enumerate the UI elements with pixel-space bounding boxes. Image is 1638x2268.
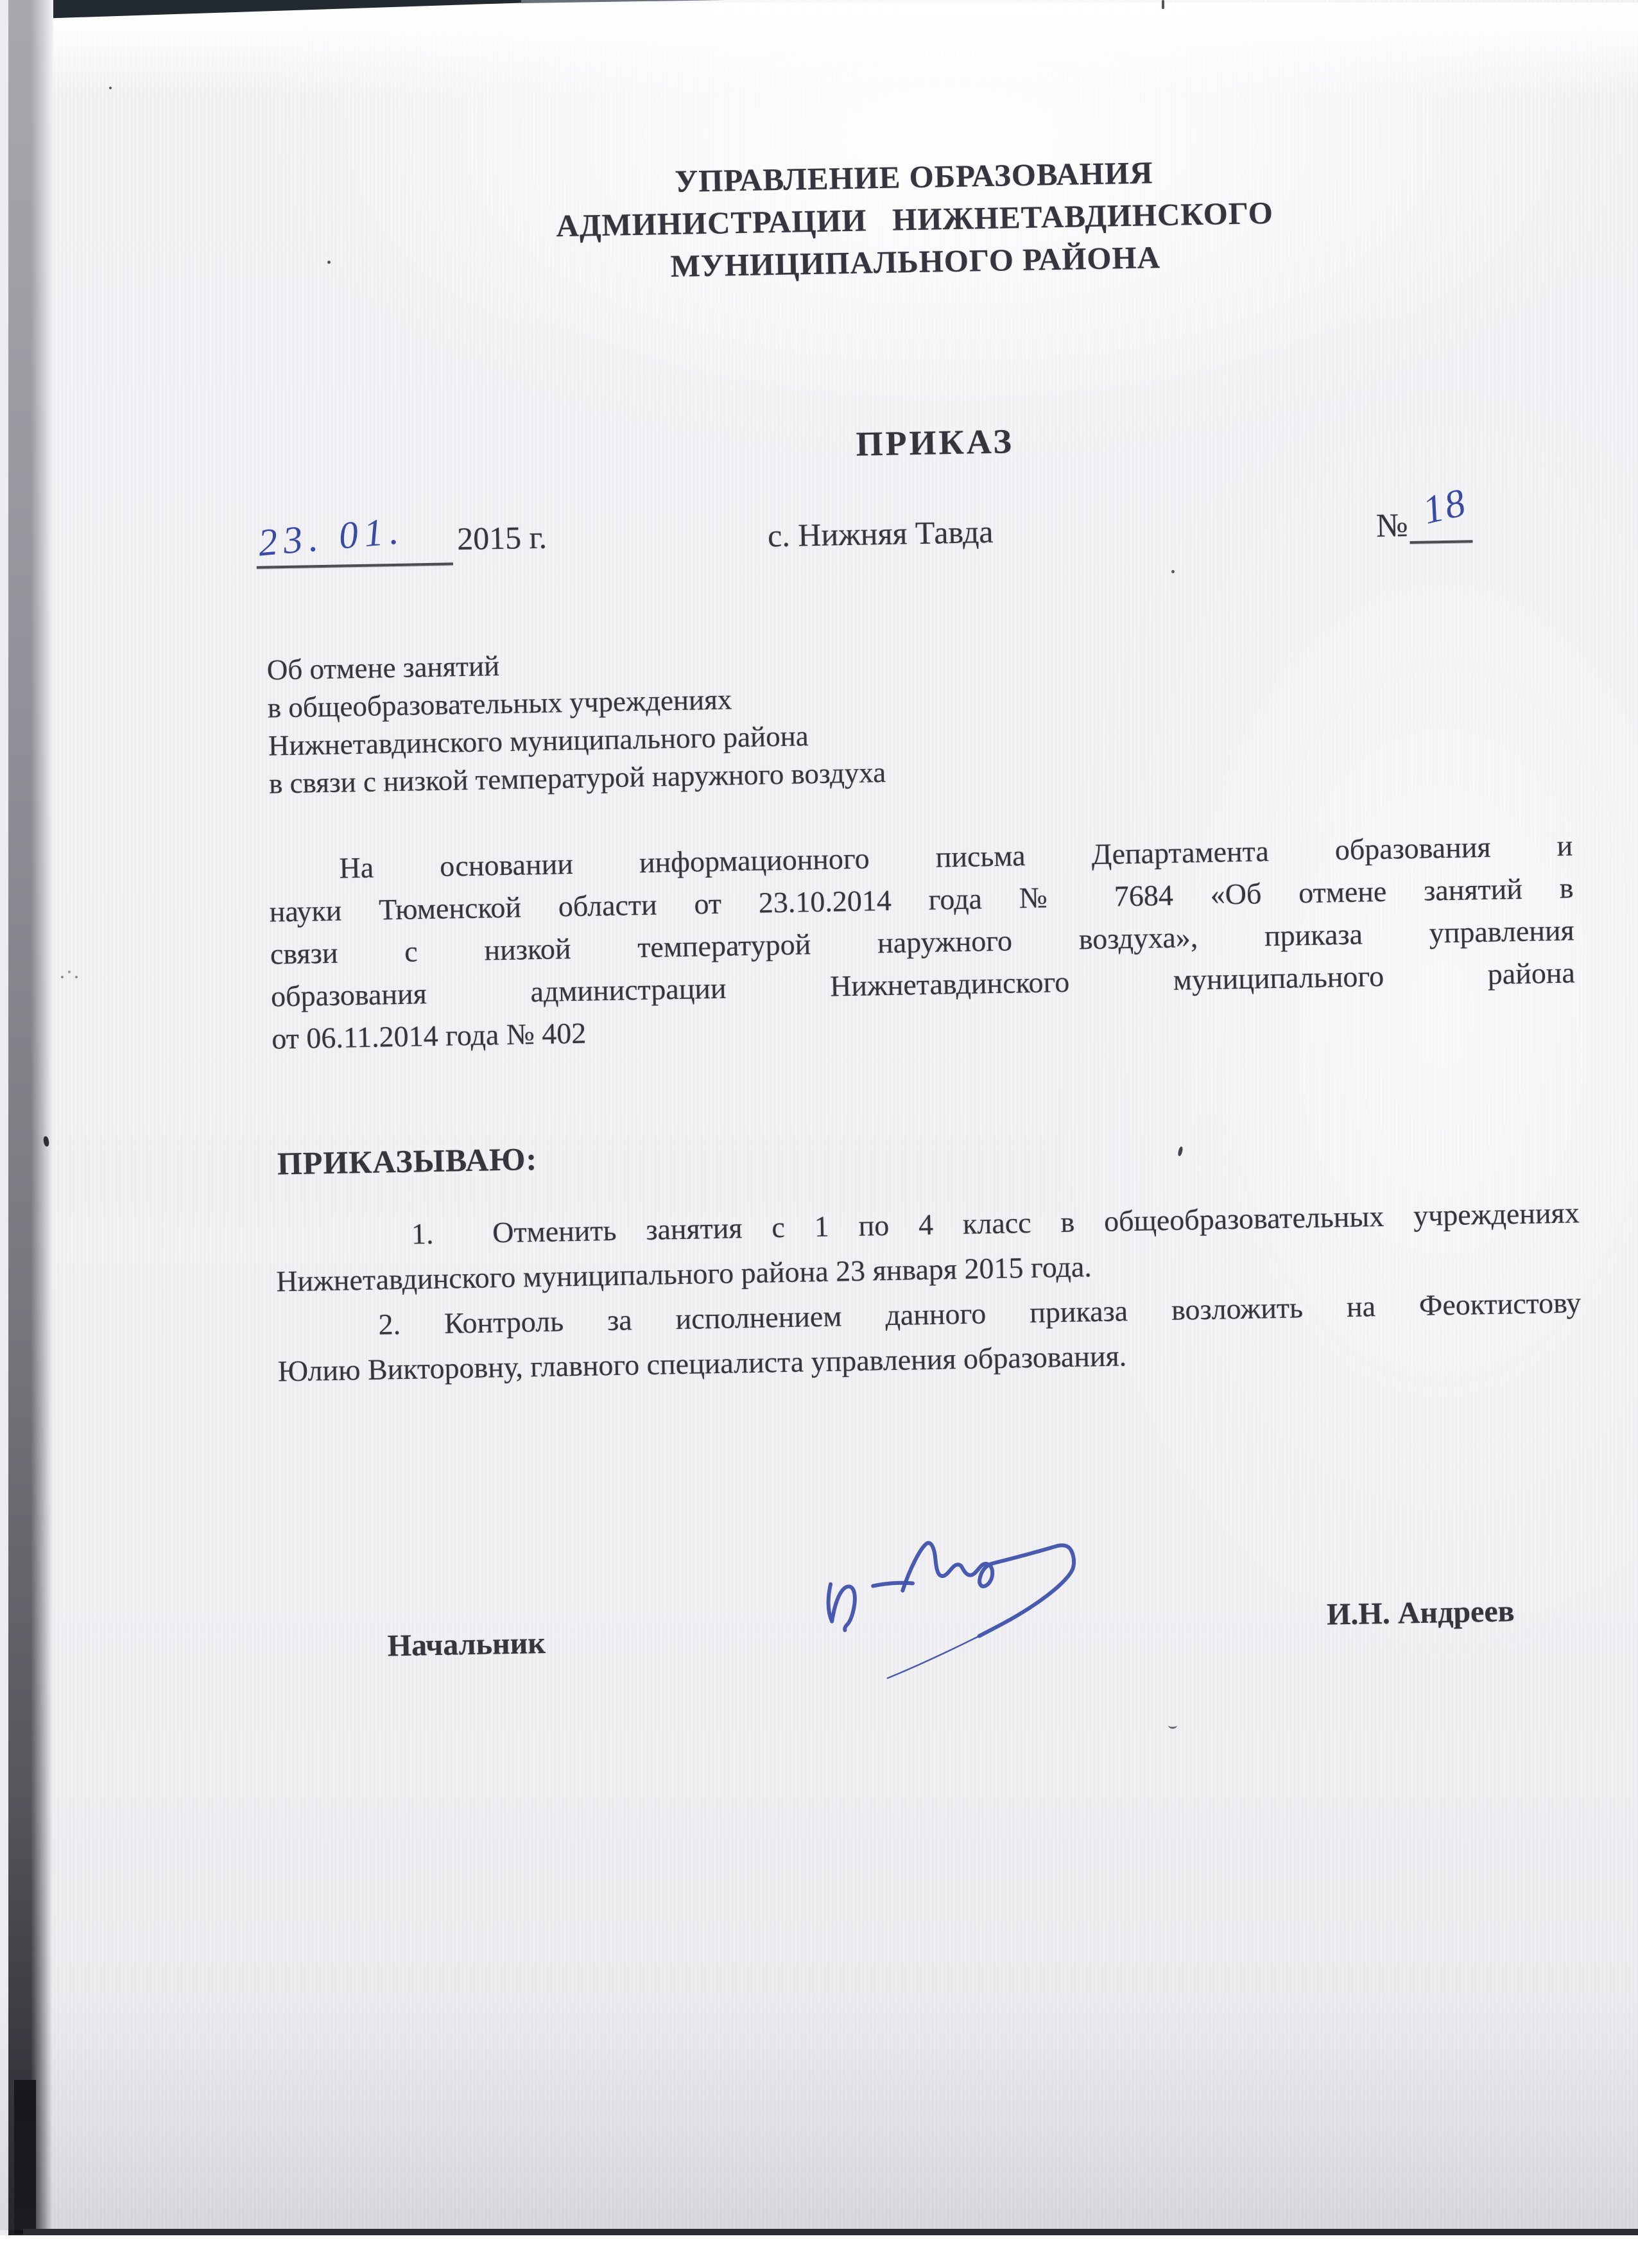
subject-line: в связи с низкой температурой наружного воздуха <box>268 756 886 800</box>
scan-bottom-edge <box>23 2229 1638 2235</box>
scan-bottom-margin <box>0 2235 1638 2253</box>
letterhead-line-1: УПРАВЛЕНИЕ ОБРАЗОВАНИЯ <box>674 155 1153 199</box>
preamble-paragraph <box>268 824 1576 1060</box>
order-item-2-line-1: 2. Контроль за исполнением данного приказа возложить на Феоктистову <box>378 1286 1582 1341</box>
number-underline <box>1410 540 1472 544</box>
scan-bottom-shade <box>0 1990 1638 2230</box>
scan-left-margin <box>0 0 8 2253</box>
letterhead-line-3: МУНИЦИПАЛЬНОГО РАЙОНА <box>670 239 1161 284</box>
handwritten-date: 23. 01. <box>256 508 406 564</box>
subject-block <box>266 636 1103 803</box>
signature-stroke <box>828 1584 856 1631</box>
subject-line: в общеобразовательных учреждениях <box>267 683 732 724</box>
signature-ink <box>765 1503 1102 1702</box>
letterhead <box>381 146 1448 293</box>
preamble-line: от 06.11.2014 года № 402 <box>271 1016 587 1055</box>
scan-top-highlight <box>0 3 1638 99</box>
handwritten-number: 18 <box>1418 480 1472 533</box>
preamble-line: связи с низкой температурой наружного воздуха», приказа управления <box>270 913 1575 971</box>
date-underline <box>257 562 453 569</box>
preamble-line: науки Тюменской области от 23.10.2014 года № 7684 «Об отмене занятий в <box>269 871 1574 928</box>
number-sign: № <box>1375 507 1409 544</box>
place-name: с. Нижняя Тавда <box>767 513 994 554</box>
subject-line: Об отмене занятий <box>266 650 500 686</box>
preamble-line: образования администрации Нижнетавдинского муниципального района <box>270 956 1576 1013</box>
signature <box>765 1503 1102 1702</box>
scan-left-edge-fade <box>8 0 53 2253</box>
order-item-1-line-1: 1. Отменить занятия с 1 по 4 класс в общеобразовательных учреждениях <box>411 1196 1580 1251</box>
scan-speck <box>75 976 78 978</box>
signatory-position: Начальник <box>387 1625 546 1663</box>
scan-speck <box>327 261 331 264</box>
signatory-name: И.Н. Андреев <box>1326 1594 1515 1632</box>
scan-speck <box>109 87 112 89</box>
order-items <box>275 1190 1582 1394</box>
scan-speck <box>1168 1722 1177 1729</box>
scan-speck <box>1171 570 1175 573</box>
preamble-line: На основании информационного письма Департамента образования и <box>339 829 1573 885</box>
signature-stroke <box>887 1636 980 1679</box>
subject-line: Нижнетавдинского муниципального района <box>268 720 809 762</box>
document-title: ПРИКАЗ <box>855 422 1015 463</box>
order-item-2-line-2: Юлию Викторовну, главного специалиста управления образования. <box>277 1339 1127 1388</box>
scan-speck <box>68 971 71 973</box>
letterhead-line-2: АДМИНИСТРАЦИИ НИЖНЕТАВДИНСКОГО <box>555 195 1274 244</box>
scan-speck <box>61 976 64 978</box>
order-item-1-line-2: Нижнетавдинского муниципального района 23 января 2015 года. <box>275 1250 1092 1298</box>
date-year: 2015 г. <box>456 519 547 557</box>
scan-speck <box>1162 0 1164 9</box>
decree-word: ПРИКАЗЫВАЮ: <box>277 1141 538 1182</box>
signature-stroke <box>902 1540 1075 1637</box>
